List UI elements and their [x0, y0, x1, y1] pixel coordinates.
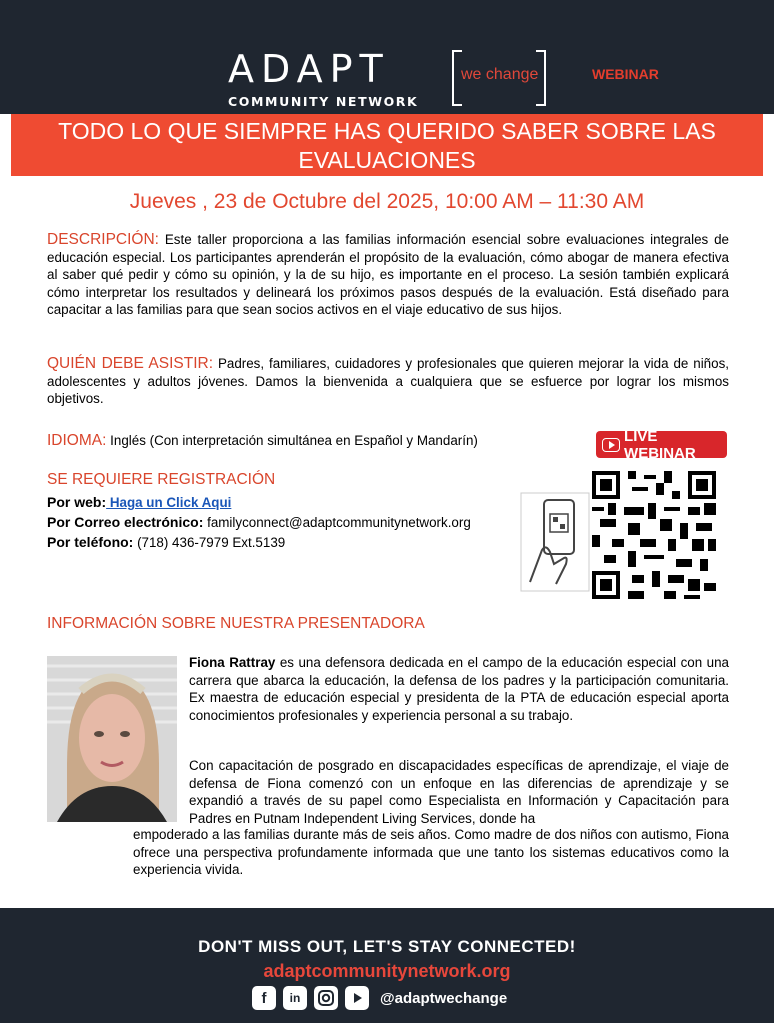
registration-email	[47, 514, 471, 530]
email-label: Por Correo electrónico:	[47, 514, 204, 530]
presenter-bio-1-text: es una defensora dedicada en el campo de la educación especial con una carrera que abarca la educación, la defensa de los padres y la participación comunitaria. Ex maestra de educación especial y presidenta de la PTA de educación especial aporta conocimientos profesionales y experiencia personal a su trabajo.	[189, 655, 729, 723]
webinar-badge: WEBINAR	[592, 66, 659, 82]
presenter-bio-2: Con capacitación de posgrado en discapacidades específicas de aprendizaje, el viaje de defensa de Fiona comenzó con un enfoque en las diferencias de aprendizaje y se expandió a través de su papel como Especialista en Información y Capacitación para Padres en Putnam Independent Living Services, donde ha	[189, 758, 729, 826]
description-section	[47, 231, 729, 319]
registration-phone	[47, 534, 285, 550]
register-link[interactable]: Haga un Click Aqui	[106, 495, 232, 510]
phone-number: (718) 436-7979 Ext.5139	[137, 535, 286, 550]
social-row	[252, 986, 507, 1010]
presenter-bio-1	[189, 654, 729, 724]
social-handle[interactable]: @adaptwechange	[380, 989, 508, 1007]
play-icon	[602, 438, 620, 452]
facebook-icon[interactable]: f	[252, 986, 276, 1010]
tagline: we change	[461, 66, 539, 83]
email-address[interactable]: familyconnect@adaptcommunitynetwork.org	[207, 515, 471, 530]
title-line1: TODO LO QUE SIEMPRE HAS QUERIDO SABER SOBRE LAS	[58, 118, 716, 144]
registration-title: SE REQUIERE REGISTRACIÓN	[47, 471, 276, 488]
description-text: Este taller proporciona a las familias información esencial sobre evaluaciones integrales de educación especial. Los participantes aprenderán el propósito de la evaluación, cómo abogar de manera efectiva al saber qué pedir y cómo su opinión, y la de su hijo, es importante en el proceso. La sesión también explicará cómo interpretar los resultados y delineará los próximos pasos después de la evaluación. Está diseñado para capacitar a las familias para que sean socios activos en el viaje educativo de sus hijos.	[47, 232, 729, 317]
live-webinar-badge	[596, 427, 727, 462]
linkedin-icon[interactable]: in	[283, 986, 307, 1010]
presenter-name: Fiona Rattray	[189, 655, 276, 670]
registration-web	[47, 494, 231, 510]
language-label: IDIOMA:	[47, 432, 107, 449]
audience-section	[47, 355, 729, 408]
footer-title: DON'T MISS OUT, LET'S STAY CONNECTED!	[198, 937, 576, 956]
audience-label: QUIÉN DEBE ASISTIR:	[47, 355, 214, 372]
logo-community-network: COMMUNITY NETWORK	[228, 94, 419, 109]
presenter-bio-3: empoderado a las familias durante más de seis años. Como madre de dos niños con autismo, Fiona ofrece una perspectiva profundamente informada que une tanto los sistemas educativos como la experiencia vivida.	[133, 827, 729, 877]
title-line2: EVALUACIONES	[298, 147, 476, 173]
event-date: Jueves , 23 de Octubre del 2025, 10:00 AM – 11:30 AM	[129, 190, 645, 213]
presenter-section-title: INFORMACIÓN SOBRE NUESTRA PRESENTADORA	[47, 615, 425, 632]
instagram-icon[interactable]	[314, 986, 338, 1010]
web-label: Por web:	[47, 494, 107, 510]
phone-label: Por teléfono:	[47, 534, 134, 550]
language-text: Inglés (Con interpretación simultánea en Español y Mandarín)	[110, 433, 478, 448]
youtube-icon[interactable]	[345, 986, 369, 1010]
logo-adapt: ADAPT	[228, 47, 390, 91]
footer-url[interactable]: adaptcommunitynetwork.org	[263, 961, 511, 981]
live-webinar-label: LIVE WEBINAR	[624, 427, 696, 462]
title-banner	[11, 114, 763, 176]
phone-scan-icon	[520, 492, 590, 592]
qr-code[interactable]	[592, 470, 716, 600]
presenter-photo	[47, 656, 177, 822]
description-label: DESCRIPCIÓN:	[47, 231, 159, 248]
audience-text: Padres, familiares, cuidadores y profesionales que quieren mejorar la vida de niños, adolescentes y adultos jóvenes. Damos la bienvenida a cualquiera que se esfuerce por lograr los mismos objetivos.	[47, 356, 729, 406]
